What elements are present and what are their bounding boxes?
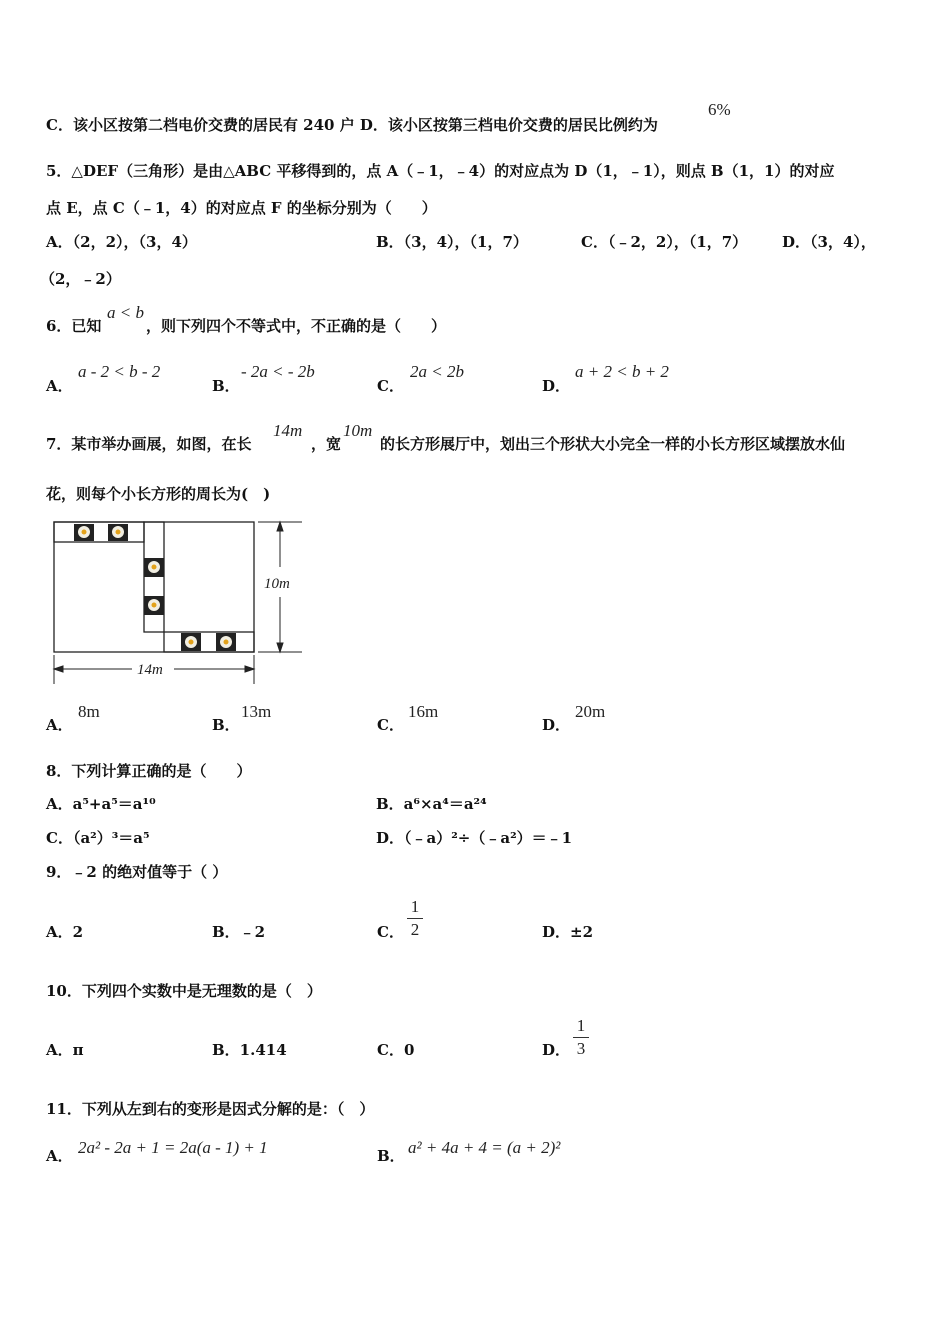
q5-option-d-cont: （2，﹣2） bbox=[40, 270, 121, 288]
q6-option-d-math: a + 2 < b + 2 bbox=[575, 362, 669, 381]
q7-option-b[interactable]: B． bbox=[212, 716, 240, 734]
q8-stem: 8．下列计算正确的是（ ） bbox=[46, 762, 252, 780]
q7-option-c-math: 16m bbox=[408, 702, 439, 721]
q6-stem-pre: 6．已知 bbox=[46, 317, 102, 335]
q7-width: 10m bbox=[343, 421, 373, 440]
flower-icon bbox=[144, 596, 164, 615]
q5-option-a[interactable]: A．（2，2），（3，4） bbox=[46, 233, 197, 251]
q6-option-a[interactable]: A． bbox=[46, 377, 73, 395]
q6-option-b-math: - 2a < - 2b bbox=[241, 362, 315, 381]
q11-option-a[interactable]: A． bbox=[46, 1147, 73, 1165]
q8-option-a[interactable]: A．a⁵+a⁵＝a¹⁰ bbox=[46, 795, 156, 813]
q5-option-b[interactable]: B．（3，4），（1，7） bbox=[376, 233, 528, 251]
q10-option-a[interactable]: A．π bbox=[46, 1041, 84, 1059]
q9-option-b[interactable]: B．﹣2 bbox=[212, 923, 266, 941]
q5-option-c[interactable]: C．（﹣2，2），（1，7） bbox=[581, 233, 748, 251]
q6-option-c-math: 2a < 2b bbox=[410, 362, 464, 381]
q10-stem: 10．下列四个实数中是无理数的是（ ） bbox=[46, 982, 322, 1000]
q9-stem: 9．﹣2 的绝对值等于（ ） bbox=[46, 863, 228, 881]
q6-option-c[interactable]: C． bbox=[377, 377, 404, 395]
fraction-bar bbox=[407, 918, 423, 919]
q11-stem: 11．下列从左到右的变形是因式分解的是：（ ） bbox=[46, 1100, 375, 1118]
q10-option-d-fraction bbox=[573, 1016, 589, 1059]
q5-stem-line1: 5．△DEF（三角形）是由△ABC 平移得到的，点 A（﹣1，﹣4）的对应点为 D（1，﹣1），则点 B（1，1）的对应 bbox=[46, 162, 835, 180]
q7-stem-mid: ，宽 bbox=[311, 435, 342, 453]
q6-option-a-math: a - 2 < b - 2 bbox=[78, 362, 161, 381]
q6-option-d[interactable]: D． bbox=[542, 377, 571, 395]
hall-outline bbox=[54, 522, 254, 652]
q7-stem-pre: 7．某市举办画展，如图，在长 bbox=[46, 435, 252, 453]
fraction-numerator: 1 bbox=[576, 1016, 586, 1035]
q11-option-b-math: a² + 4a + 4 = (a + 2)² bbox=[408, 1138, 561, 1157]
q8-option-d[interactable]: D．（﹣a）²÷（﹣a²）＝﹣1 bbox=[376, 829, 573, 847]
flower-icon bbox=[181, 633, 201, 651]
q10-option-b[interactable]: B．1.414 bbox=[212, 1041, 287, 1059]
q7-option-c[interactable]: C． bbox=[377, 716, 404, 734]
q7-option-b-math: 13m bbox=[241, 702, 272, 721]
fraction-denominator: 3 bbox=[576, 1039, 586, 1058]
fraction-bar bbox=[573, 1037, 589, 1038]
q6-condition: a < b bbox=[107, 303, 144, 322]
q7-option-a-math: 8m bbox=[78, 702, 100, 721]
dimension-width-label: 14m bbox=[137, 662, 163, 678]
q9-option-a[interactable]: A．2 bbox=[46, 923, 84, 941]
q7-length: 14m bbox=[273, 421, 303, 440]
q5-option-d[interactable]: D．（3，4）， bbox=[782, 233, 876, 251]
q7-stem-post: 的长方形展厅中，划出三个形状大小完全一样的小长方形区域摆放水仙 bbox=[380, 435, 846, 453]
q4-percent: 6% bbox=[708, 100, 731, 119]
q9-option-c-fraction bbox=[407, 897, 423, 940]
q4-options-cd: C．该小区按第二档电价交费的居民有 240 户 D．该小区按第三档电价交费的居民比例约为 bbox=[46, 116, 658, 134]
q8-option-b[interactable]: B．a⁶×a⁴＝a²⁴ bbox=[376, 795, 487, 813]
q10-option-d[interactable]: D． bbox=[542, 1041, 571, 1059]
flower-icon bbox=[216, 633, 236, 651]
q7-option-d[interactable]: D． bbox=[542, 716, 571, 734]
q10-option-c[interactable]: C．0 bbox=[377, 1041, 415, 1059]
q7-stem-line2: 花，则每个小长方形的周长为( ) bbox=[46, 485, 271, 503]
q6-stem-post: ，则下列四个不等式中，不正确的是（ ） bbox=[146, 317, 447, 335]
q7-option-d-math: 20m bbox=[575, 702, 606, 721]
q11-option-a-math: 2a² - 2a + 1 = 2a(a - 1) + 1 bbox=[78, 1138, 268, 1157]
q11-option-b[interactable]: B． bbox=[377, 1147, 405, 1165]
dimension-lines bbox=[54, 522, 302, 684]
q8-option-c[interactable]: C．（a²）³＝a⁵ bbox=[46, 829, 150, 847]
q7-option-a[interactable]: A． bbox=[46, 716, 73, 734]
exhibition-hall-figure bbox=[44, 512, 314, 688]
q6-option-b[interactable]: B． bbox=[212, 377, 240, 395]
flower-icon bbox=[74, 524, 94, 541]
fraction-denominator: 2 bbox=[410, 920, 420, 939]
flower-icon bbox=[108, 524, 128, 541]
fraction-numerator: 1 bbox=[410, 897, 420, 916]
q5-stem-line2: 点 E，点 C（﹣1，4）的对应点 F 的坐标分别为（ ） bbox=[46, 199, 437, 217]
flower-icon bbox=[144, 558, 164, 577]
q9-option-d[interactable]: D．±2 bbox=[542, 923, 594, 941]
q9-option-c[interactable]: C． bbox=[377, 923, 404, 941]
dimension-height-label: 10m bbox=[264, 576, 290, 592]
